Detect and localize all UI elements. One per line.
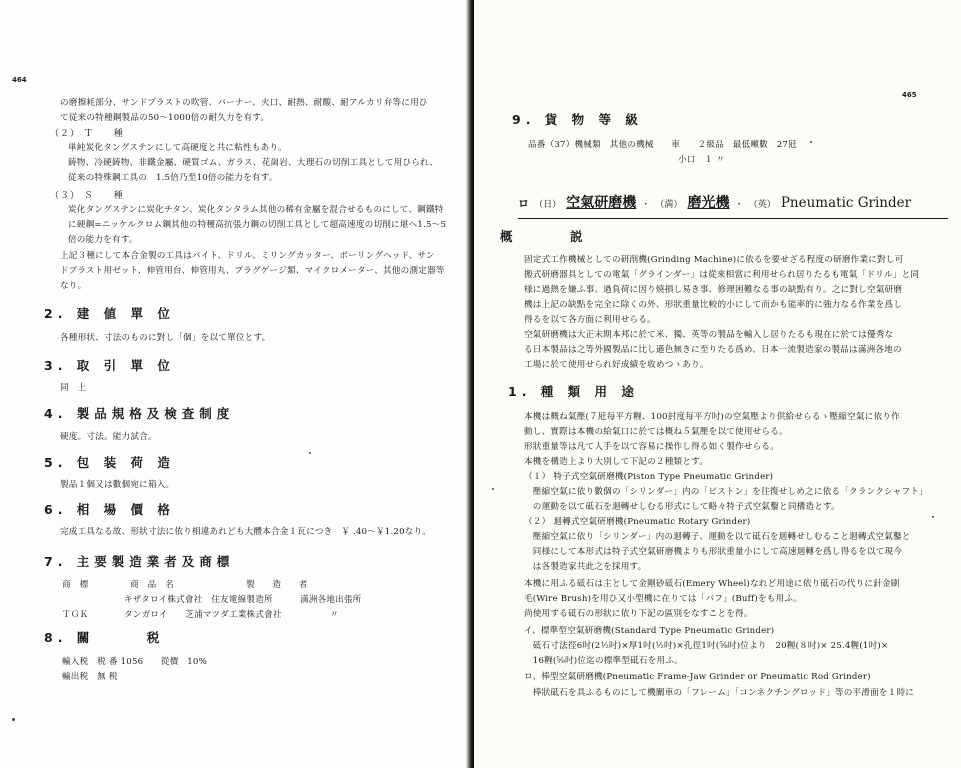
section-1-line: の運動を以て砥石を迴轉せしむる形式にして略々特子式空氣鑿と同構造とす。 (524, 502, 840, 512)
makers-row-2-maker: 〃 (330, 610, 339, 620)
section-2-text: 各種形状、寸法のものに對し「個」を以て單位とす。 (60, 333, 271, 343)
export-duty-line: 輸出税 無 税 (62, 672, 118, 682)
overview-line: 搬式研磨器具としての電氣「グラインダー」は從來相當に利用せられ居りたるも電氣「ドリル」と同 (524, 270, 920, 280)
scan-speck (12, 718, 15, 721)
section-3-heading: 3. 取 引 單 位 (44, 358, 175, 373)
section-1-line: 形狀重量等は凡て人手を以て容易に操作し得る如く製作せらる。 (524, 442, 780, 452)
t-grade-line: 単純炭化タングステンにして高硬度と共に粘性もあり。 (68, 143, 287, 153)
section-2-heading: 2. 建 値 單 位 (44, 306, 175, 321)
overview-line: 空氣研磨機は大正末期本邦に於て米、獨、英等の製品を輸入し居りたるも現在に於ては優秀な (524, 330, 894, 340)
section-5-heading: 5. 包 装 荷 造 (44, 455, 175, 470)
right-page (474, 0, 961, 768)
scan-speck (309, 452, 311, 454)
section-9-heading: 9. 貨 物 等 級 (512, 112, 643, 127)
scan-speck (932, 516, 934, 518)
section-1-line: 本機に用ふる砥石は主として金剛砂砥石(Emery Wheel)なれど用途に依り砥石の代りに針金刷 (524, 579, 900, 589)
japanese-marker: （日） (534, 200, 562, 210)
intro-line: の磨擦耗部分、サンドブラストの吹管、バーナー、火口、耐熱、耐酸、耐アルカリ弁等に用ひ (60, 98, 428, 108)
summary-line: 上記３種にして本合金製の工具はバイト、ドリル、ミリングカッター、ボーリングヘッド、サン (60, 251, 435, 261)
s-grade-line: に硬鋼=ニッケルクロム鋼其他の特種高抗張力鋼の切削工具として超高速度の切削に堪へ1.5～5 (68, 220, 447, 230)
section-1-line: 本機を構造上より大別して下記の２種類とす。 (524, 457, 708, 467)
s-grade-line: 倍の能力を有す。 (68, 235, 138, 245)
title-separator: ・ (641, 200, 651, 210)
import-duty-line: 輸入税 税 番 1056 從價 10% (62, 657, 207, 667)
overview-line: 得るを以て各方面に利用せらる。 (524, 315, 656, 325)
left-page (0, 0, 470, 768)
section-1-line: 壓縮空氣に依り數個の「シリンダー」内の「ピストン」を往復せしめ之に依る「クランクシャフト」 (524, 487, 928, 497)
overview-heading: 概 説 (500, 229, 588, 244)
overview-line: る日本製品は之等外國製品に比し遜色無きに至りたる爲め、日本一流製造家の製品は滿洲各地の (524, 345, 902, 355)
makers-header-maker: 製 造 者 (246, 580, 308, 590)
section-1-line: ロ、棒型空氣研磨機(Pneumatic Frame-Jaw Grinder or Pneumatic Rod Grinder) (524, 672, 871, 682)
section-1-line: は各製造家共此之を採用す。 (524, 562, 647, 572)
section-1-line: （１） 特子式空氣研磨機(Piston Type Pneumatic Grinder) (524, 472, 774, 482)
section-1-heading: 1. 種 類 用 途 (508, 384, 639, 399)
english-marker: （英） (748, 200, 776, 210)
t-grade-line: 鋳物、冷硬鋳物、非鐵金屬、硬質ゴム、ガラス、花崗岩、大理石の切削工具として用ひられ、 (68, 158, 439, 168)
makers-row-2-product: タンガロイ 芝浦マツダ工業株式會社 (124, 610, 282, 620)
page-number-right: 465 (902, 91, 917, 99)
section-1-line: 本機は概ね氣壓(７瓩每平方糎、100封度每平方吋)の空氣壓より供給せらるゝ壓縮空氣に依り作 (524, 412, 900, 422)
section-1-line: 同様にして本形式は特子式空氣研磨機よりも形狀重量小にして高速迴轉を爲し得るを以て現今 (524, 547, 903, 557)
title-separator: ・ (734, 200, 744, 210)
section-1-line: 尚使用する砥石の形狀に依り下記の區別をなすことを得。 (524, 609, 753, 619)
section-5-text: 製品１個又は數個宛に箱入。 (60, 480, 175, 490)
item-title-banner (518, 192, 948, 219)
section-1-line: 棒狀砥石を具ふるものにして機關車の「フレーム」「コンネクチングロッド」等の平滑面を１時に (524, 688, 915, 698)
section-1-line: 毛(Wire Brush)を用ひ又小型機に在りては「バフ」(Buff)をも用ふ。 (524, 594, 803, 604)
overview-line: 固定式工作機械としての研削機(Grinding Machine)に依るを要せざる程度の研磨作業に對し可 (524, 255, 904, 265)
section-8-heading: 8. 關 税 (44, 630, 165, 645)
freight-class-line: 品番（37）機械類 其他の機械 車 ２級品 最低噸數 27瓩 (528, 140, 797, 150)
section-6-text: 完成工具なる故、形狀寸法に依り相違あれども大體本合金１瓦につき ￥ .40～￥1.20なり。 (60, 527, 432, 537)
section-1-line: 16糎(⅝吋)位迄の標準型砥石を用ふ。 (524, 656, 684, 666)
section-4-heading: 4. 製品規格及検査制度 (44, 406, 235, 421)
makers-row-1-maker: 満洲各地出張所 (300, 595, 362, 605)
summary-line: なり。 (60, 281, 87, 291)
makers-header-trademark: 商 標 (62, 580, 89, 590)
s-grade-line: 炭化タングステンに炭化チタン、炭化タンタラム其他の稀有金屬を混合せるものにして、鋼鐵特 (68, 205, 444, 215)
item-bullet: ロ (518, 197, 529, 210)
overview-line: 様に過熱を嫌ふ事、過負荷に因り焼損し易き事、修理困難なる事の缺點有り。之に對し空氣研磨 (524, 285, 903, 295)
overview-line: 工場に於て使用せられ好成績を收めつゝあり。 (524, 360, 709, 370)
overview-line: 機は上記の缺點を完全に除くの外、形狀重量比較的小にして而かも能率的に強力なる作業を爲し (524, 300, 903, 310)
section-1-line: 壓縮空氣に依り「シリンダー」内の迴轉子、運動を以て砥石を迴轉せしむること迴轉式空氣鑿と (524, 532, 911, 542)
manchurian-marker: （満） (655, 200, 683, 210)
intro-line: て従来の特種鋼製品の50～1000倍の耐久力を有す。 (60, 113, 270, 123)
section-1-line: イ、標準型空氣研磨機(Standard Type Pneumatic Grinder) (524, 626, 775, 636)
section-6-heading: 6. 相 場 價 格 (44, 502, 175, 517)
section-3-text: 同 上 (60, 383, 87, 393)
title-english: Pneumatic Grinder (780, 195, 912, 211)
page-number-left: 464 (12, 76, 27, 84)
title-manchurian: 磨光機 (687, 195, 730, 211)
section-7-heading: 7. 主要製造業者及商標 (44, 554, 235, 569)
makers-header-product: 商 品 名 (130, 580, 174, 590)
freight-class-line-2: 小口 １ 〃 (678, 155, 725, 165)
makers-row-1-product: キザタロイ株式會社 住友電線製造所 (124, 595, 273, 605)
scan-speck (810, 141, 812, 143)
scan-speck (492, 488, 494, 490)
title-japanese: 空氣研磨機 (566, 195, 637, 211)
section-1-line: 砥石寸法徑6吋(2½吋)×厚1吋(½吋)×孔徑1吋(⅝吋)位より 20糎(８吋)× 25.4糎(1吋)× (524, 641, 889, 651)
s-grade-label: （３） Ｓ 種 (50, 191, 124, 201)
section-1-line: 動し、實際は本機の給氣口に於ては概ね５氣壓を以て使用せらる。 (524, 427, 788, 437)
section-4-text: 硬度。寸法。能力試合。 (60, 432, 157, 442)
t-grade-label: （２） Ｔ 種 (50, 129, 124, 139)
t-grade-line: 従来の特殊鋼工具の 1.5倍乃至10倍の能力を有す。 (68, 173, 278, 183)
section-1-line: （２） 迴轉式空氣研磨機(Pneumatic Rotary Grinder) (524, 517, 751, 527)
summary-line: ドブラスト用ゼット、伸管用台、伸管用丸、プラグゲージ類、マイクロメーター、其他の測定器等 (60, 266, 445, 276)
makers-row-2-trademark: ＴＧＫ (62, 610, 89, 620)
